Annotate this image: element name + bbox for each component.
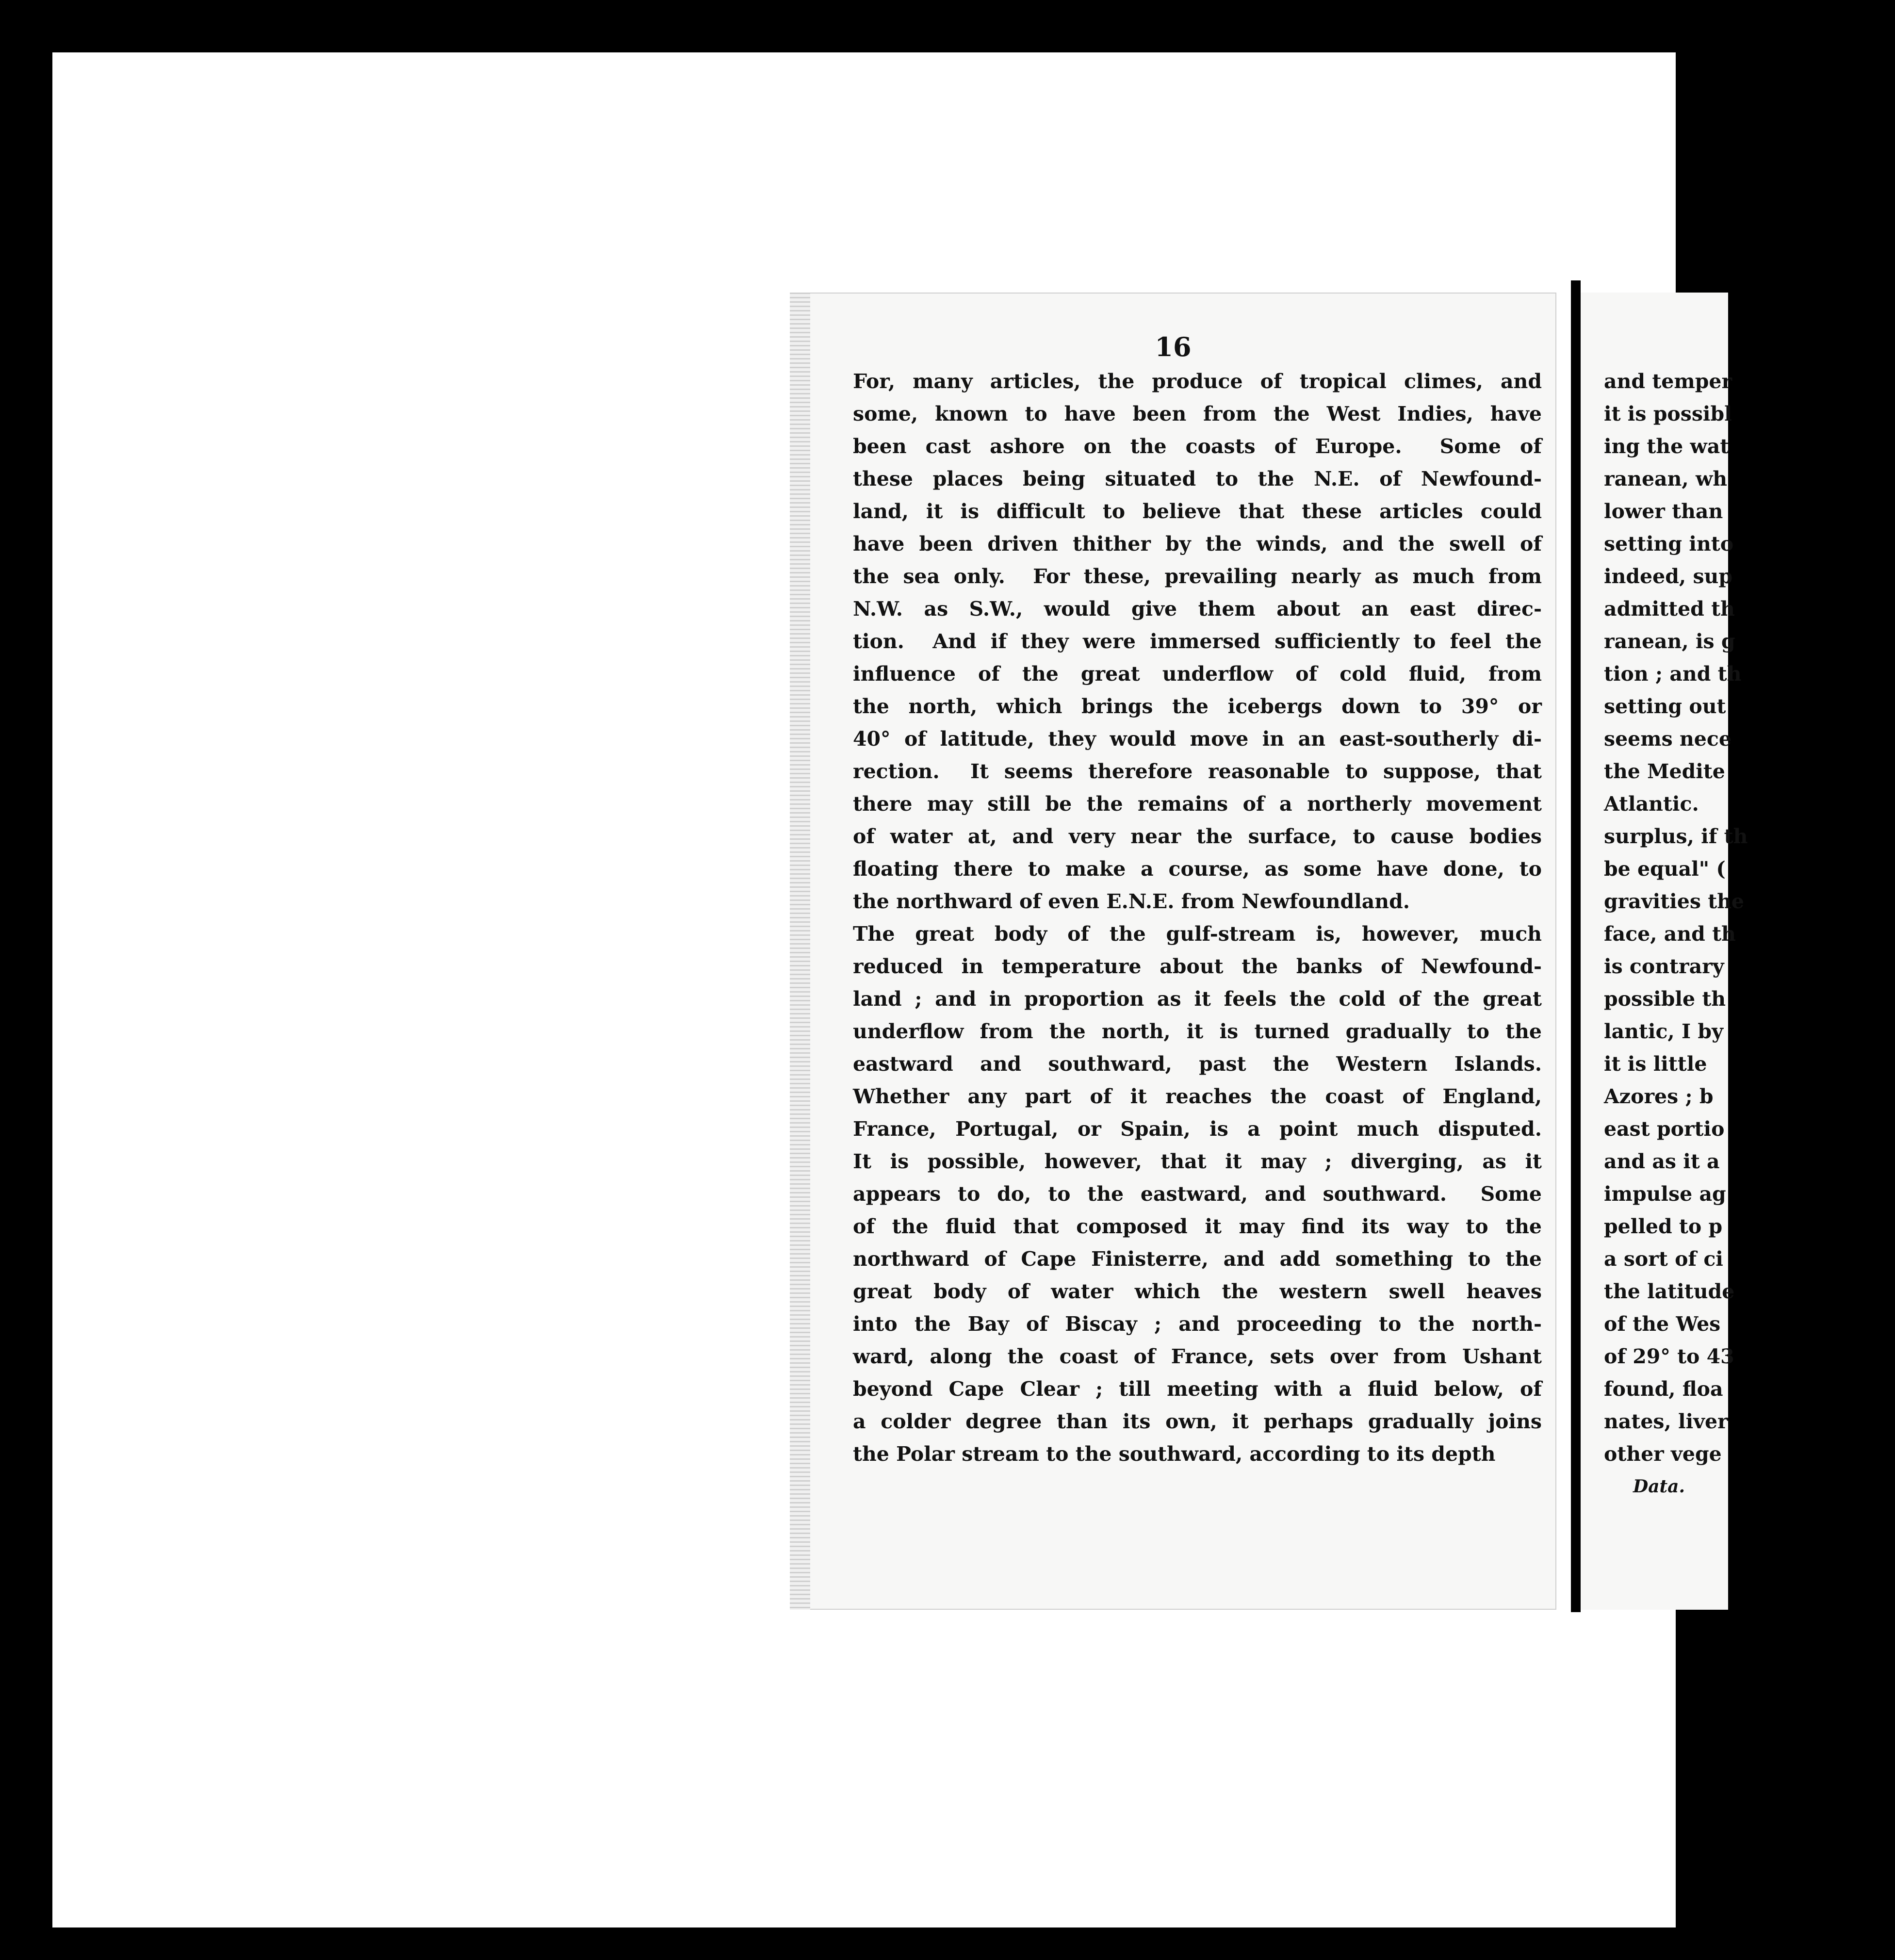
text-line: lantic, I by	[1604, 1020, 1723, 1043]
text-line: land ; and in proportion as it feels the cold of the great	[853, 987, 1542, 1011]
text-line: the north, which brings the icebergs down to 39° or	[853, 695, 1542, 718]
footer-word: Data.	[1633, 1476, 1685, 1497]
text-line: nates, liver	[1604, 1410, 1728, 1433]
text-line: of the Wes	[1604, 1312, 1721, 1336]
text-line: is contrary	[1604, 955, 1724, 978]
text-line: these places being situated to the N.E. of Newfound-	[853, 467, 1542, 490]
text-line: a sort of ci	[1604, 1247, 1723, 1271]
text-line: ing the wat	[1604, 435, 1730, 458]
text-line: it is little	[1604, 1052, 1707, 1076]
text-line: For, many articles, the produce of tropical climes, and	[853, 370, 1542, 393]
body-text-left	[853, 365, 1542, 1470]
text-line: It is possible, however, that it may ; diverging, as it	[853, 1150, 1542, 1173]
text-line: the northward of even E.N.E. from Newfoundland.	[853, 890, 1410, 913]
text-line: tion. And if they were immersed sufficiently to feel the	[853, 630, 1542, 653]
text-line: and temper	[1604, 370, 1732, 393]
text-line: reduced in temperature about the banks of Newfound-	[853, 955, 1542, 978]
book-gutter	[1571, 280, 1581, 1612]
text-line: N.W. as S.W., would give them about an east direc-	[853, 597, 1542, 621]
text-line: found, floa	[1604, 1377, 1723, 1401]
text-line: 40° of latitude, they would move in an east-southerly di-	[853, 727, 1542, 751]
text-line: underflow from the north, it is turned gradually to the	[853, 1020, 1542, 1043]
text-line: the sea only. For these, prevailing nearly as much from	[853, 565, 1542, 588]
text-line: France, Portugal, or Spain, is a point much disputed.	[853, 1117, 1542, 1141]
text-line: ward, along the coast of France, sets over from Ushant	[853, 1345, 1542, 1368]
text-line: great body of water which the western swell heaves	[853, 1280, 1542, 1303]
text-line: surplus, if th	[1604, 825, 1748, 848]
page-number: 16	[1155, 331, 1192, 362]
text-line: eastward and southward, past the Western Islands.	[853, 1052, 1542, 1076]
text-line: face, and th	[1604, 922, 1736, 946]
text-line: have been driven thither by the winds, and the swell of	[853, 532, 1542, 555]
text-line: northward of Cape Finisterre, and add something to the	[853, 1247, 1542, 1271]
text-line: some, known to have been from the West Indies, have	[853, 402, 1542, 425]
text-line: ranean, wh	[1604, 467, 1728, 490]
text-line: other vege	[1604, 1442, 1722, 1466]
text-line: of the fluid that composed it may find its way to the	[853, 1215, 1542, 1238]
text-line: setting into	[1604, 532, 1734, 555]
text-line: influence of the great underflow of cold fluid, from	[853, 662, 1542, 686]
text-line: of water at, and very near the surface, to cause bodies	[853, 825, 1542, 848]
text-line: seems nece	[1604, 727, 1732, 751]
text-line: floating there to make a course, as some have done, to	[853, 857, 1542, 881]
text-line: been cast ashore on the coasts of Europe. Some of	[853, 435, 1542, 458]
microfilm-frame	[52, 52, 1748, 1927]
text-line: Atlantic.	[1604, 792, 1699, 816]
text-line: of 29° to 43	[1604, 1345, 1734, 1368]
text-line: Whether any part of it reaches the coast of England,	[853, 1085, 1542, 1108]
text-line: gravities the	[1604, 890, 1745, 913]
text-line: land, it is difficult to believe that these articles could	[853, 500, 1542, 523]
text-line: lower than	[1604, 500, 1723, 523]
text-line: a colder degree than its own, it perhaps gradually joins	[853, 1410, 1542, 1433]
left-page	[790, 293, 1556, 1610]
text-line: it is possibl	[1604, 402, 1732, 425]
text-line: the latitude	[1604, 1280, 1735, 1303]
text-line: be equal" (	[1604, 857, 1726, 881]
text-line: setting out	[1604, 695, 1726, 718]
text-line: tion ; and th	[1604, 662, 1742, 686]
text-line: indeed, sup	[1604, 565, 1732, 588]
text-line: impulse ag	[1604, 1182, 1726, 1206]
text-line: into the Bay of Biscay ; and proceeding to the north-	[853, 1312, 1542, 1336]
text-line: admitted th	[1604, 597, 1735, 621]
text-line: and as it a	[1604, 1150, 1720, 1173]
right-page	[1581, 293, 1748, 1610]
text-line: the Medite	[1604, 760, 1725, 783]
text-line: possible th	[1604, 987, 1726, 1011]
text-line: pelled to p	[1604, 1215, 1723, 1238]
text-line: rection. It seems therefore reasonable to suppose, that	[853, 760, 1542, 783]
text-line: east portio	[1604, 1117, 1725, 1141]
text-line: the Polar stream to the southward, according to its depth	[853, 1442, 1496, 1466]
text-line: appears to do, to the eastward, and southward. Some	[853, 1182, 1542, 1206]
text-line: Azores ; b	[1604, 1085, 1714, 1108]
text-line: ranean, is g	[1604, 630, 1735, 653]
text-line: beyond Cape Clear ; till meeting with a fluid below, of	[853, 1377, 1542, 1401]
text-line: The great body of the gulf-stream is, however, much	[853, 922, 1542, 946]
text-line: there may still be the remains of a northerly movement	[853, 792, 1542, 816]
body-text-right	[1604, 365, 1895, 1503]
